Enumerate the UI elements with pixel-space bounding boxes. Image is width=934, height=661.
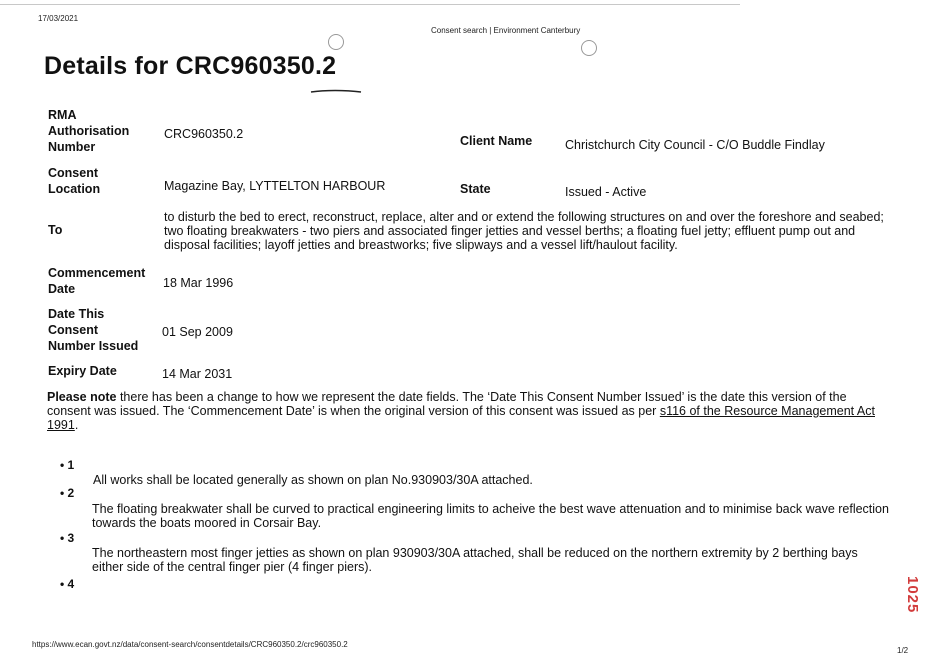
site-title: Consent search | Environment Canterbury — [431, 26, 581, 35]
rma-s116-link[interactable]: s116 of the Resource Management Act 1991 — [47, 404, 875, 432]
print-date: 17/03/2021 — [38, 14, 79, 23]
note-end: . — [74, 418, 79, 432]
page-stamp-number: 1025 — [904, 576, 921, 614]
note-text: there has been a change to how we represent the date fields. The ‘Date This Consent Number Issued’ is the date this version of the consent was issued. The ‘Commencement Date’ is when the original version of this consent was issued as per — [47, 390, 847, 418]
condition-text: The floating breakwater shall be curved to practical engineering limits to acheive the best wave attenuation and to minimise back wave reflection towards the boats moored in Corsair Bay. — [92, 502, 889, 530]
location-label: Consent Location — [48, 166, 101, 196]
state-label: State — [460, 182, 491, 196]
page-title: Details for CRC960350.2 — [44, 52, 337, 80]
location-value: Magazine Bay, LYTTELTON HARBOUR — [164, 179, 386, 193]
client-value: Christchurch City Council - C/O Buddle Findlay — [565, 138, 825, 152]
punch-hole-icon — [328, 34, 344, 50]
condition-text: All works shall be located generally as shown on plan No.930903/30A attached. — [93, 473, 533, 487]
rma-value: CRC960350.2 — [164, 127, 244, 141]
page-url: https://www.ecan.govt.nz/data/consent-search/consentdetails/CRC960350.2/crc960350.2 — [32, 640, 348, 649]
commencement-value: 18 Mar 1996 — [163, 276, 234, 290]
condition-text: The northeastern most finger jetties as shown on plan 930903/30A attached, shall be reduced on the northern extremity by 2 berthing bays either side of the central finger pier (4 finger piers). — [92, 546, 858, 574]
condition-number: • 4 — [60, 577, 75, 591]
rma-label: RMA Authorisation Number — [48, 108, 130, 154]
note-bold: Please note — [47, 390, 117, 404]
to-label: To — [48, 223, 63, 237]
page-count: 1/2 — [897, 646, 909, 655]
date-issued-label: Date This Consent Number Issued — [48, 307, 139, 353]
client-label: Client Name — [460, 134, 533, 148]
to-value: to disturb the bed to erect, reconstruct, replace, alter and or extend the following structures on and over the foreshore and seabed; two floating breakwaters - two piers and associated finger jetties and vessel berths; a floating fuel jetty; effluent pump out and disposal facilities; layoff jetties and breastworks; five slipways and a vessel lift/haulout facility. — [164, 210, 884, 252]
date-fields-note — [47, 390, 892, 432]
top-rule — [0, 4, 740, 5]
expiry-label: Expiry Date — [48, 364, 117, 378]
condition-number: • 1 — [60, 458, 75, 472]
expiry-value: 14 Mar 2031 — [162, 367, 233, 381]
commencement-label: Commencement Date — [48, 266, 146, 296]
condition-number: • 2 — [60, 486, 75, 500]
handwritten-underline — [310, 88, 362, 94]
date-issued-value: 01 Sep 2009 — [162, 325, 233, 339]
condition-number: • 3 — [60, 531, 75, 545]
state-value: Issued - Active — [565, 185, 647, 199]
punch-hole-icon — [581, 40, 597, 56]
